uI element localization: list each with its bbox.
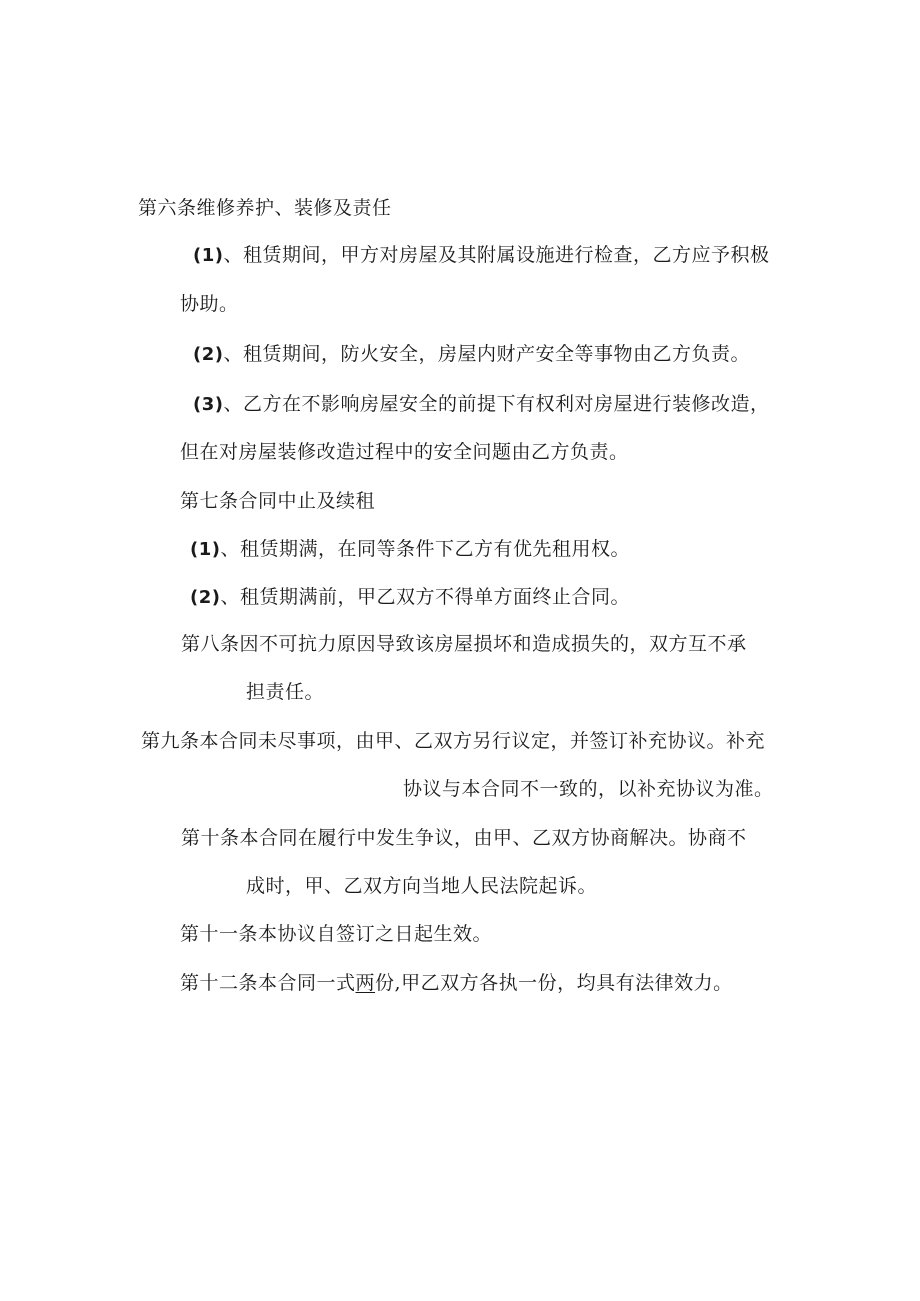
- article12-copies-count: 两: [355, 972, 376, 994]
- article12-text-after: 份,甲乙双方各执一份，均具有法律效力。: [375, 972, 733, 994]
- article8-line1: 第八条因不可抗力原因导致该房屋损坏和造成损失的，双方互不承: [181, 633, 747, 655]
- article8-line2: 担责任。: [246, 681, 325, 703]
- article6-item2: [193, 342, 750, 367]
- article9-line1: 第九条本合同未尽事项，由甲、乙双方另行议定，并签订补充协议。补充: [141, 730, 766, 752]
- article7-item1: [190, 537, 630, 562]
- item-number: (2): [193, 344, 224, 365]
- article12-text-before: 第十二条本合同一式: [180, 972, 356, 994]
- item-number: (2): [190, 587, 221, 608]
- item-number: (3): [193, 394, 224, 415]
- article6-heading: 第六条维修养护、装修及责任: [138, 197, 392, 219]
- item-text: 、乙方在不影响房屋安全的前提下有权利对房屋进行装修改造，: [223, 393, 770, 415]
- article7-item2: [190, 585, 630, 610]
- item-text: 、租赁期间，防火安全，房屋内财产安全等事物由乙方负责。: [223, 343, 750, 365]
- article11-line1: 第十一条本协议自签订之日起生效。: [180, 923, 493, 945]
- item-text: 、租赁期间，甲方对房屋及其附属设施进行检查，乙方应予积极: [223, 244, 770, 266]
- article7-heading: 第七条合同中止及续租: [180, 490, 376, 512]
- item-number: (1): [190, 539, 221, 560]
- item-text: 、租赁期满，在同等条件下乙方有优先租用权。: [220, 538, 630, 560]
- article9-line2: 协议与本合同不一致的，以补充协议为准。: [403, 778, 774, 800]
- article12-line1: [180, 971, 733, 995]
- item-number: (1): [193, 245, 224, 266]
- article10-line1: 第十条本合同在履行中发生争议，由甲、乙双方协商解决。协商不: [181, 827, 747, 849]
- article6-item1: [193, 243, 770, 268]
- article6-item3-continued: 但在对房屋装修改造过程中的安全问题由乙方负责。: [180, 441, 629, 463]
- article10-line2: 成时，甲、乙双方向当地人民法院起诉。: [246, 875, 598, 897]
- article6-item1-continued: 协助。: [180, 293, 239, 315]
- item-text: 、租赁期满前，甲乙双方不得单方面终止合同。: [220, 586, 630, 608]
- article6-item3: [193, 392, 770, 417]
